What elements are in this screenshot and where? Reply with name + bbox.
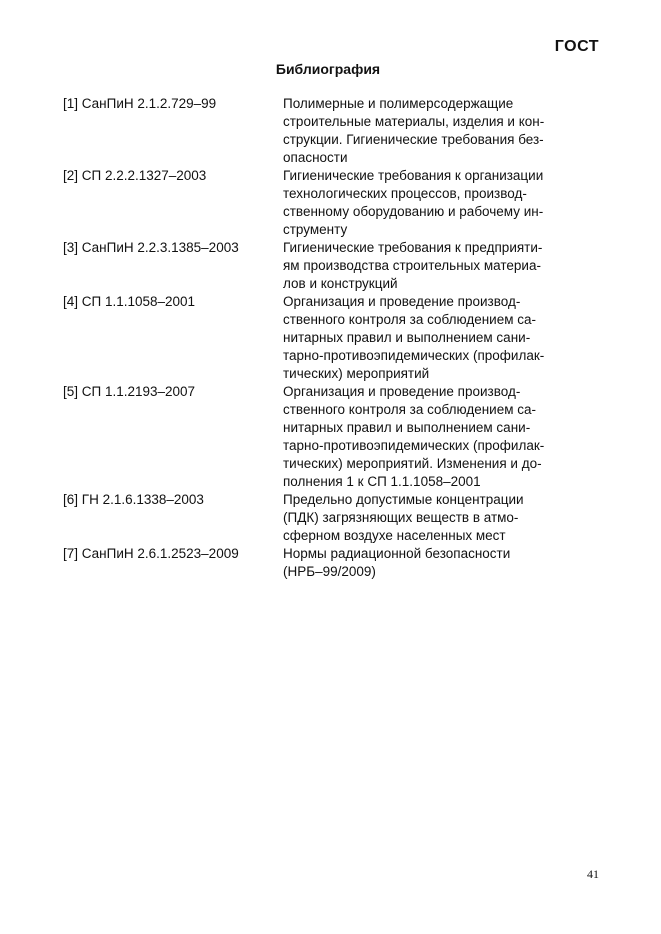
description-line: ственного контроля за соблюдением са-: [283, 402, 536, 417]
bibliography-description: [283, 167, 588, 239]
description-line: Предельно допустимые концентрации: [283, 492, 524, 507]
bibliography-reference: [6] ГН 2.1.6.1338–2003: [63, 492, 204, 507]
bibliography-reference: [3] СанПиН 2.2.3.1385–2003: [63, 240, 239, 255]
description-line: нитарных правил и выполнением сани-: [283, 330, 531, 345]
description-line: ям производства строительных материа-: [283, 258, 541, 273]
bibliography-description: [283, 491, 588, 545]
description-line: опасности: [283, 150, 348, 165]
description-line: ственного контроля за соблюдением са-: [283, 312, 536, 327]
description-line: Гигиенические требования к организации: [283, 168, 544, 183]
bibliography-entry: [63, 167, 588, 239]
bibliography-description: [283, 95, 588, 167]
bibliography-description: [283, 383, 588, 491]
description-line: Организация и проведение производ-: [283, 294, 521, 309]
bibliography-list: [63, 95, 588, 581]
description-line: Полимерные и полимерсодержащие: [283, 96, 514, 111]
bibliography-entry: [63, 383, 588, 491]
description-line: полнения 1 к СП 1.1.1058–2001: [283, 474, 481, 489]
bibliography-description: [283, 239, 588, 293]
description-line: струменту: [283, 222, 348, 237]
description-line: (НРБ–99/2009): [283, 564, 376, 579]
bibliography-reference: [1] СанПиН 2.1.2.729–99: [63, 96, 217, 111]
description-line: Организация и проведение производ-: [283, 384, 521, 399]
description-line: ственному оборудованию и рабочему ин-: [283, 204, 544, 219]
bibliography-entry: [63, 95, 588, 167]
page-number: 41: [587, 867, 599, 881]
bibliography-reference: [4] СП 1.1.1058–2001: [63, 294, 196, 309]
bibliography-entry: [63, 293, 588, 383]
description-line: лов и конструкций: [283, 276, 398, 291]
description-line: сферном воздухе населенных мест: [283, 528, 506, 543]
bibliography-reference: [2] СП 2.2.2.1327–2003: [63, 168, 207, 183]
bibliography-entry: [63, 239, 588, 293]
bibliography-entry: [63, 491, 588, 545]
description-line: Гигиенические требования к предприяти-: [283, 240, 543, 255]
description-line: технологических процессов, производ-: [283, 186, 527, 201]
description-line: тических) мероприятий: [283, 366, 430, 381]
standard-header-label: ГОСТ: [554, 38, 599, 55]
bibliography-reference: [7] СанПиН 2.6.1.2523–2009: [63, 546, 239, 561]
description-line: струкции. Гигиенические требования без-: [283, 132, 544, 147]
description-line: Нормы радиационной безопасности: [283, 546, 511, 561]
description-line: строительные материалы, изделия и кон-: [283, 114, 545, 129]
description-line: нитарных правил и выполнением сани-: [283, 420, 531, 435]
bibliography-description: [283, 293, 588, 383]
bibliography-description: [283, 545, 588, 581]
description-line: тарно-противоэпидемических (профилак-: [283, 438, 545, 453]
bibliography-entry: [63, 545, 588, 581]
page-title: Библиография: [275, 61, 381, 77]
bibliography-reference: [5] СП 1.1.2193–2007: [63, 384, 196, 399]
description-line: (ПДК) загрязняющих веществ в атмо-: [283, 510, 519, 525]
description-line: тарно-противоэпидемических (профилак-: [283, 348, 545, 363]
description-line: тических) мероприятий. Изменения и до-: [283, 456, 542, 471]
